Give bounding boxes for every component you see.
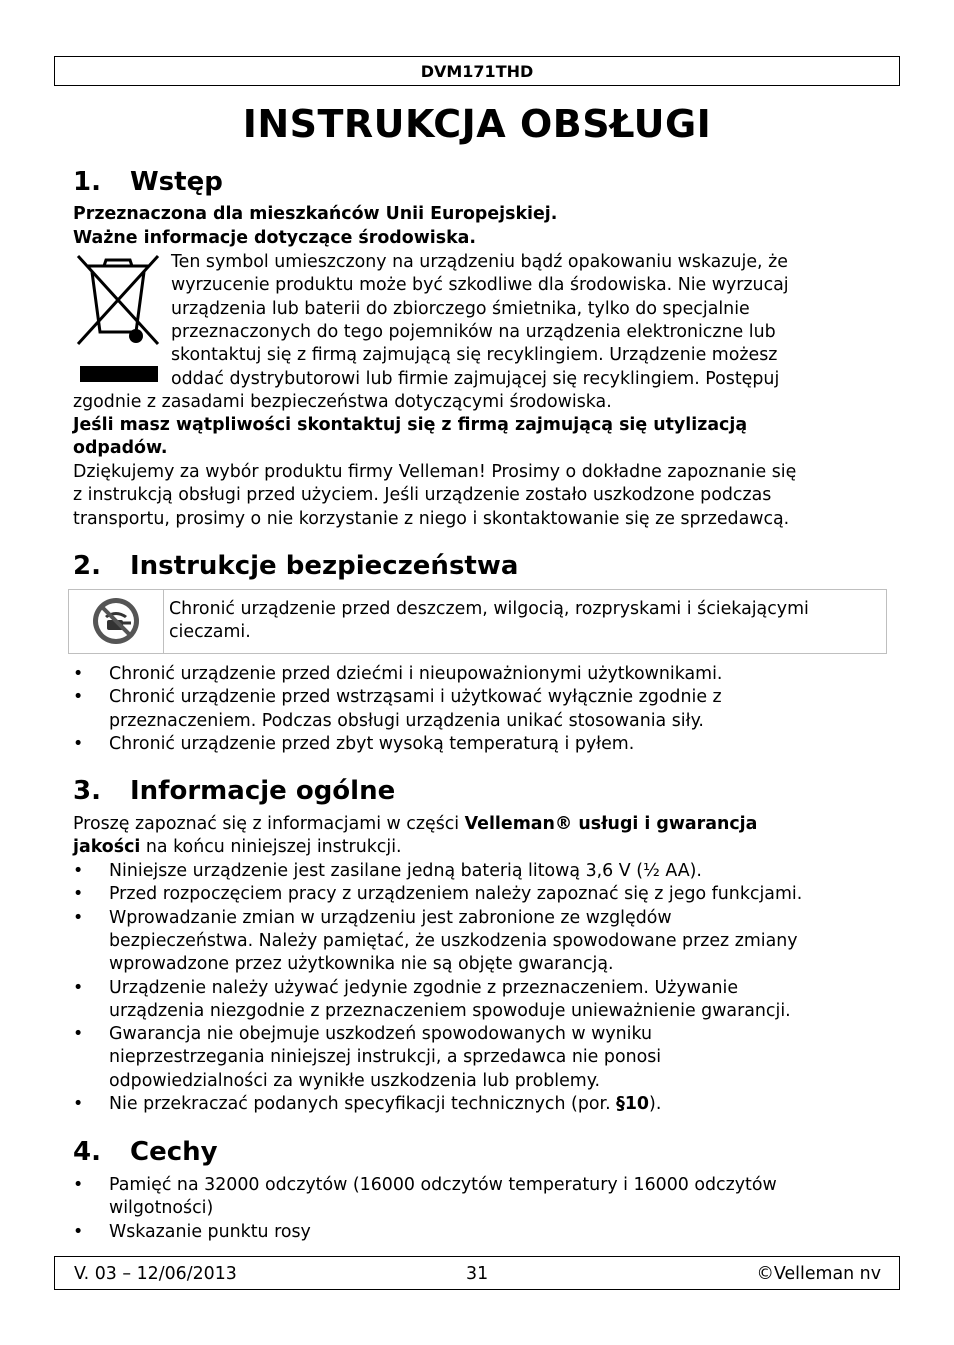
warning-icon-cell	[69, 590, 164, 653]
list-item-text: Gwarancja nie obejmuje uszkodzeń spowodowanych w wyniku	[109, 1024, 653, 1045]
list-item-text: urządzenia niezgodnie z przeznaczeniem spowoduje unieważnienie gwarancji.	[109, 1000, 791, 1021]
footer-version: V. 03 – 12/06/2013	[74, 1264, 237, 1284]
bullet: •	[73, 907, 84, 928]
section-1-heading: 1. Wstęp	[73, 167, 223, 197]
list-item-text: Chronić urządzenie przed zbyt wysoką temperaturą i pyłem.	[109, 733, 635, 754]
page-title: INSTRUKCJA OBSŁUGI	[242, 102, 712, 146]
s1-bold-3b: odpadów.	[73, 438, 168, 458]
section-2-heading: 2. Instrukcje bezpieczeństwa	[73, 551, 519, 581]
text-line: skontaktuj się z firmą zajmującą się recyklingiem. Urządzenie możesz	[171, 345, 778, 366]
list-item-text: Chronić urządzenie przed dziećmi i nieupoważnionymi użytkownikami.	[109, 664, 723, 684]
text-line: transportu, prosimy o nie korzystanie z niego i skontaktowanie się ze sprzedawcą.	[73, 508, 790, 529]
warning-box	[68, 589, 887, 654]
s1-text-line-7: zgodnie z zasadami bezpieczeństwa dotyczącymi środowiska.	[73, 392, 612, 412]
text-line: wyrzucenie produktu może być szkodliwe dla środowiska. Nie wyrzucaj	[171, 275, 789, 296]
section-4-heading: 4. Cechy	[73, 1137, 218, 1167]
text-line: urządzenia lub baterii do zbiorczego śmietnika, tylko do specjalnie	[171, 298, 750, 319]
bullet: •	[73, 1024, 84, 1045]
list-item-text: Przed rozpoczęciem pracy z urządzeniem należy zapoznać się z jego funkcjami.	[109, 884, 803, 905]
list-item-text: Pamięć na 32000 odczytów (16000 odczytów temperatury i 16000 odczytów	[109, 1175, 777, 1195]
s1-bold-2: Ważne informacje dotyczące środowiska.	[73, 228, 476, 248]
list-item-text: wilgotności)	[109, 1198, 214, 1219]
list-item-text: Urządzenie należy używać jedynie zgodnie z przeznaczeniem. Używanie	[109, 977, 739, 998]
bullet: •	[73, 884, 84, 905]
header-model: DVM171THD	[54, 56, 900, 86]
s1-bold-1: Przeznaczona dla mieszkańców Unii Europejskiej.	[73, 204, 558, 224]
list-item-text: odpowiedzialności za wynikłe uszkodzenia lub problemy.	[109, 1070, 601, 1091]
bullet: •	[73, 977, 84, 998]
list-item-text: Wskazanie punktu rosy	[109, 1221, 311, 1242]
list-item-text: wprowadzone przez użytkownika nie są objęte gwarancją.	[109, 954, 614, 975]
s1-bold-3a: Jeśli masz wątpliwości skontaktuj się z firmą zajmującą się utylizacją	[73, 415, 748, 435]
s3-intro-line-2: jakości na końcu niniejszej instrukcji.	[73, 837, 402, 857]
list-item-text: przeznaczeniem. Podczas obsługi urządzenia unikać stosowania siły.	[109, 710, 704, 731]
footer-page-number: 31	[466, 1264, 489, 1284]
section-3-heading: 3. Informacje ogólne	[73, 776, 396, 806]
bullet: •	[73, 664, 84, 684]
no-water-icon	[91, 596, 141, 646]
text-line: Dziękujemy za wybór produktu firmy Velleman! Prosimy o dokładne zapoznanie się	[73, 462, 797, 482]
text-line: z instrukcją obsługi przed użyciem. Jeśli urządzenie zostało uszkodzone podczas	[73, 485, 772, 506]
text-line: przeznaczonych do tego pojemników na urządzenia elektroniczne lub	[171, 321, 776, 342]
warning-text-line: cieczami.	[169, 622, 251, 643]
bullet: •	[73, 1221, 84, 1242]
footer	[54, 1256, 900, 1290]
bullet: •	[73, 861, 84, 881]
list-item-text: Wprowadzanie zmian w urządzeniu jest zabronione ze względów	[109, 907, 672, 928]
list-item-text: nieprzestrzegania niniejszej instrukcji, a sprzedawca nie ponosi	[109, 1047, 662, 1068]
s3-intro-line-1: Proszę zapoznać się z informacjami w części Velleman® usługi i gwarancja	[73, 814, 758, 834]
text-line: Ten symbol umieszczony na urządzeniu bądź opakowaniu wskazuje, że	[171, 252, 788, 272]
list-item-text: Chronić urządzenie przed wstrząsami i użytkować wyłącznie zgodnie z	[109, 687, 722, 708]
list-item-text: Niniejsze urządzenie jest zasilane jedną baterią litową 3,6 V (½ AA).	[109, 861, 702, 881]
text-line: oddać dystrybutorowi lub firmie zajmującej się recyklingiem. Postępuj	[171, 368, 780, 389]
bullet: •	[73, 687, 84, 708]
warning-text	[169, 598, 809, 645]
crossed-out-bin-icon	[74, 252, 162, 384]
warning-text-line: Chronić urządzenie przed deszczem, wilgocią, rozpryskami i ściekającymi	[169, 599, 809, 619]
bullet: •	[73, 733, 84, 754]
footer-copyright: ©Velleman nv	[756, 1264, 881, 1284]
bullet: •	[73, 1175, 84, 1195]
list-item-text: bezpieczeństwa. Należy pamiętać, że uszkodzenia spowodowane przez zmiany	[109, 930, 798, 951]
